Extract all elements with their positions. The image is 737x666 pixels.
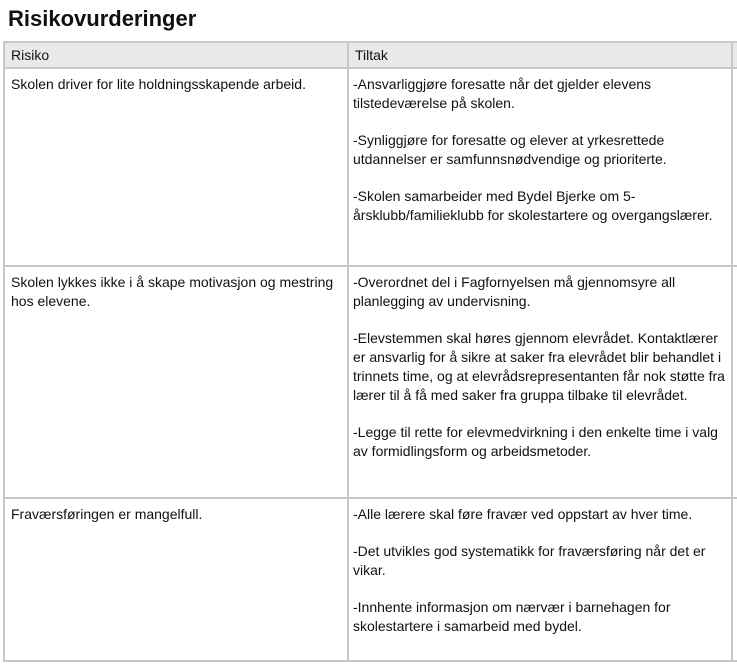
page-title: Risikovurderinger [8,6,197,31]
risk-cell: Skolen lykkes ikke i å skape motivasjon og mestring hos elevene. [4,266,348,498]
measures-cell [348,68,732,266]
table-header-row [4,42,737,68]
measure-text: -Synliggjøre for foresatte og elever at yrkesrettede utdannelser er samfunnsnødvendige og prioriterte. [353,132,667,167]
measure-text: -Overordnet del i Fagfornyelsen må gjennomsyre all planlegging av undervisning. [353,274,676,309]
measure-text: -Elevstemmen skal høres gjennom elevrådet. Kontaktlærer er ansvarlig for å sikre at saker fra elevrådet blir behandlet i trinnets time, og at elevrådsrepresentanten får nok støtte fra lærer til å få med saker fra gruppa tilbake til elevrådet. [353,330,725,403]
measure-text: -Alle lærere skal føre fravær ved oppstart av hver time. [353,506,693,522]
measure-text: -Legge til rette for elevmedvirkning i den enkelte time i valg av formidlingsform og arbeidsmetoder. [353,424,718,459]
column-header-tiltak: Tiltak [348,42,732,68]
measure-text: -Det utvikles god systematikk for fraværsføring når det er vikar. [353,543,706,578]
table-row [4,68,737,266]
measure-text: -Innhente informasjon om nærvær i barnehagen for skolestartere i samarbeid med bydel. [353,599,671,634]
empty-cell [732,498,737,661]
measure-text: -Skolen samarbeider med Bydel Bjerke om 5-årsklubb/familieklubb for skolestartere og overgangslærer. [353,188,713,223]
risk-cell: Skolen driver for lite holdningsskapende arbeid. [4,68,348,266]
empty-cell [732,266,737,498]
table-row [4,266,737,498]
measures-cell [348,266,732,498]
column-header-extra [732,42,737,68]
measure-text: -Ansvarliggjøre foresatte når det gjelder elevens tilstedeværelse på skolen. [353,76,652,111]
column-header-risiko: Risiko [4,42,348,68]
measures-cell [348,498,732,661]
risk-cell: Fraværsføringen er mangelfull. [4,498,348,661]
empty-cell [732,68,737,266]
risk-table [3,41,737,662]
table-row [4,498,737,661]
